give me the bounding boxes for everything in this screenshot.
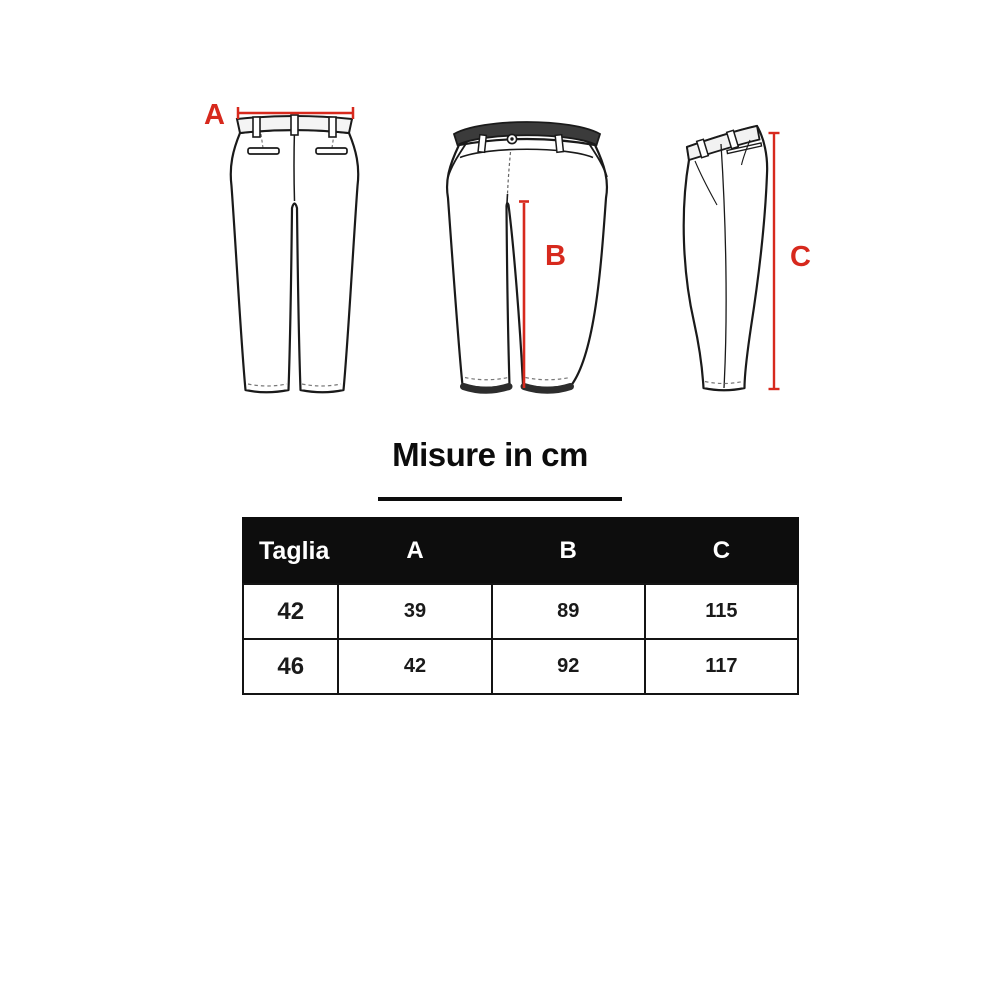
col-header-c: C [645, 518, 798, 584]
waist-button [507, 134, 516, 143]
cell-b: 89 [492, 584, 645, 639]
page-title: Misure in cm [392, 436, 588, 473]
back-pocket-right [316, 148, 347, 154]
pants-front-silhouette [447, 139, 607, 388]
cell-c: 115 [645, 584, 798, 639]
table-row-size-42 [243, 584, 798, 639]
pants-back-view-diagram [200, 98, 375, 408]
pants-front-view-diagram [440, 108, 615, 408]
cell-size: 46 [243, 639, 338, 694]
measurement-label-c: C [790, 241, 811, 273]
measurement-label-a: A [204, 99, 225, 131]
measurement-label-b: B [545, 240, 566, 272]
cell-size: 42 [243, 584, 338, 639]
hem-openings-dark [464, 387, 571, 391]
col-header-b: B [492, 518, 645, 584]
fly-seam [507, 194, 508, 203]
measurement-line-c [769, 133, 780, 389]
size-table [242, 517, 799, 695]
back-pocket-left [248, 148, 279, 154]
table-header-row [243, 518, 798, 584]
cell-c: 117 [645, 639, 798, 694]
table-row-size-46 [243, 639, 798, 694]
cell-a: 39 [338, 584, 491, 639]
col-header-taglia: Taglia [243, 518, 338, 584]
center-back-seam [294, 129, 295, 201]
col-header-a: A [338, 518, 491, 584]
title-underline [378, 497, 622, 501]
cell-a: 42 [338, 639, 491, 694]
cell-b: 92 [492, 639, 645, 694]
section-title-wrap [330, 438, 650, 471]
